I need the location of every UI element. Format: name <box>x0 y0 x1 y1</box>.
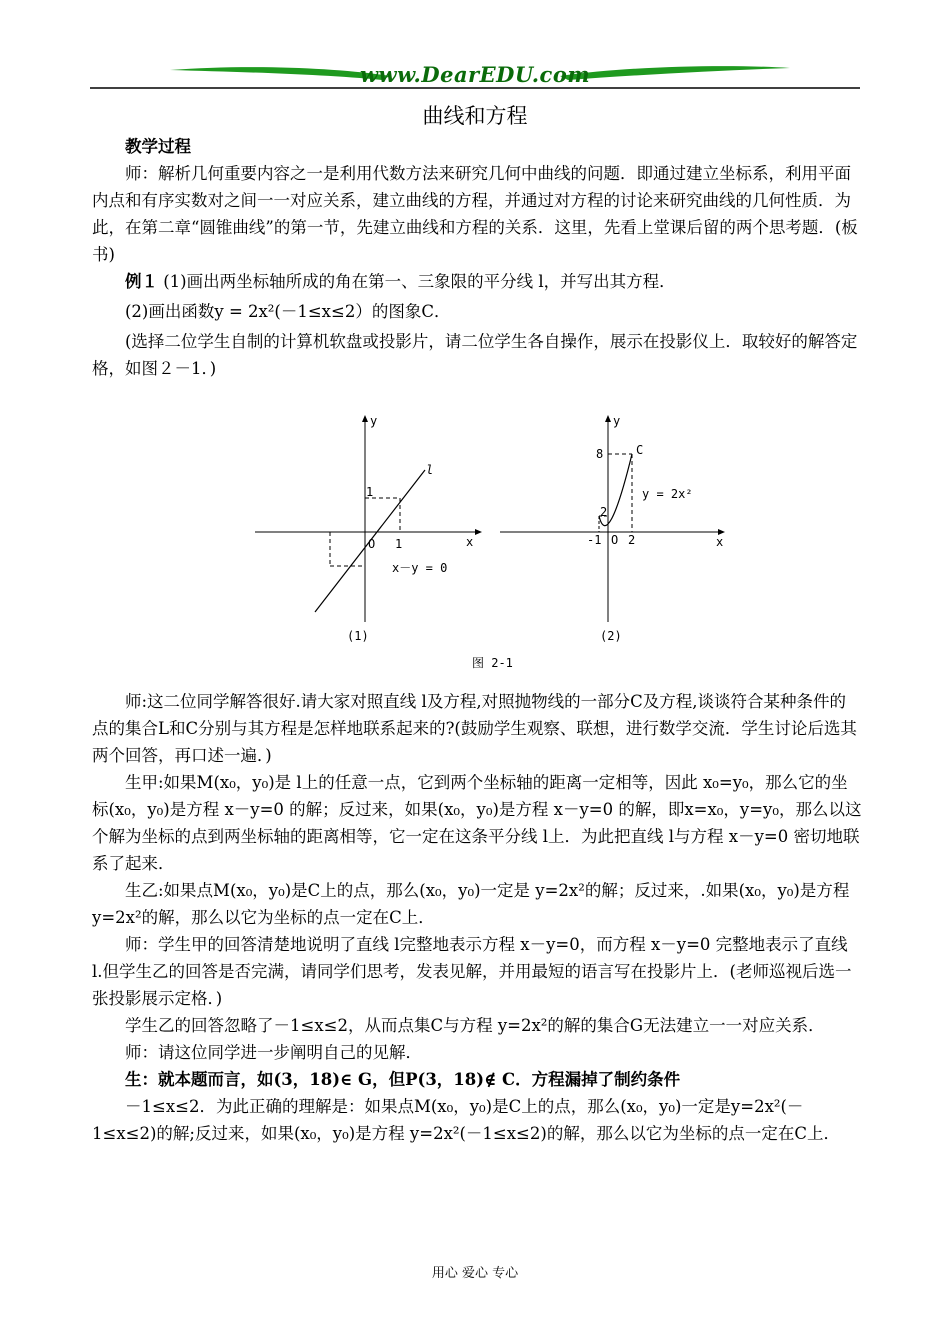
right-tick-x2: 2 <box>628 533 636 547</box>
right-tick-x-neg1: -1 <box>587 533 602 547</box>
right-caption: (2) <box>600 629 622 643</box>
paragraph-student-a: 生甲:如果M(x₀，y₀)是 l上的任意一点，它到两个坐标轴的距离一定相等，因此 x₀=y₀，那么它的坐标(x₀，y₀)是方程 x－y=0 的解；反过来，如果(x₀，y₀)是方程 x－y=0 的解，即x=x₀，y=y₀，那么以这个解为坐标的点到两坐标轴的距离相等，它一定在这条平分线 l上．为此把直线 l与方程 x－y=0 密切地联系了起来． <box>92 773 862 873</box>
paragraph-conclusion: －1≤x≤2．为此正确的理解是：如果点M(x₀，y₀)是C上的点，那么(x₀，y₀)一定是y=2x²(－1≤x≤2)的解;反过来，如果(x₀，y₀)是方程 y=2x²(－1≤x≤2)的解，那么以它为坐标的点一定在C上． <box>92 1097 840 1143</box>
site-url: www.DearEDU.com <box>359 62 591 87</box>
paragraph-selection: (选择二位学生自制的计算机软盘或投影片，请二位学生各自操作，展示在投影仪上．取较好的解答定格，如图２－1．) <box>92 332 858 378</box>
lower-text-block <box>92 688 862 1147</box>
right-tick-y2: 2 <box>600 505 608 519</box>
graph-line-bisector <box>255 414 482 643</box>
left-caption: (1) <box>347 629 369 643</box>
paragraph-teacher-3: 师：请这位同学进一步阐明自己的见解． <box>125 1043 422 1062</box>
section-heading: 教学过程 <box>125 137 191 156</box>
right-tick-y8: 8 <box>596 447 604 461</box>
graph-parabola <box>500 414 725 643</box>
curve-c-label: C <box>636 443 644 457</box>
line-l-label: l <box>426 463 434 477</box>
example-label: 例１ <box>125 272 158 291</box>
left-x-label: x <box>466 535 474 549</box>
page-title: 曲线和方程 <box>422 104 528 128</box>
right-equation-label: y = 2x² <box>642 487 693 501</box>
left-equation-label: x－y = 0 <box>392 561 448 575</box>
paragraph-teacher-2: 师：学生甲的回答清楚地说明了直线 l完整地表示方程 x－y=0，而方程 x－y=0 完整地表示了直线 l.但学生乙的回答是否完满，请同学们思考，发表见解，并用最短的语言写在投影片上．(老师巡视后选一张投影展示定格．) <box>92 935 852 1008</box>
right-origin-label: O <box>611 533 619 547</box>
paragraph-student-b: 生乙:如果点M(x₀，y₀)是C上的点，那么(x₀，y₀)一定是 y=2x²的解；反过来，.如果(x₀，y₀)是方程 y=2x²的解，那么以它为坐标的点一定在C上． <box>92 881 850 927</box>
paragraph-student-b-omission: 学生乙的回答忽略了－1≤x≤2，从而点集C与方程 y=2x²的解的集合G无法建立一一对应关系． <box>125 1016 825 1035</box>
upper-text-block <box>92 133 862 382</box>
example-1-line-2: (2)画出函数y = 2x²(－1≤x≤2）的图象C． <box>125 302 451 321</box>
page-footer: 用心 爱心 专心 <box>431 1266 519 1281</box>
figure-caption: 图 2-1 <box>472 656 513 670</box>
example-1-text: (1)画出两坐标轴所成的角在第一、三象限的平分线 l，并写出其方程． <box>163 272 676 291</box>
example-1-line-1 <box>92 268 862 295</box>
left-tick-y1: 1 <box>366 485 374 499</box>
figure-2-1 <box>250 412 740 674</box>
paragraph-teacher-1: 师:这二位同学解答很好.请大家对照直线 l及方程,对照抛物线的一部分C及方程,谈谈符合某种条件的点的集合L和C分别与其方程是怎样地联系起来的?(鼓励学生观察、联想，进行数学交流．学生讨论后选其两个回答，再口述一遍．) <box>92 692 857 765</box>
left-tick-x1: 1 <box>395 537 403 551</box>
paragraph-intro: 师：解析几何重要内容之一是利用代数方法来研究几何中曲线的问题．即通过建立坐标系，利用平面内点和有序实数对之间一一对应关系，建立曲线的方程，并通过对方程的讨论来研究曲线的几何性质．为此，在第二章“圆锥曲线”的第一节，先建立曲线和方程的关系．这里，先看上堂课后留的两个思考题．(板书) <box>92 164 858 264</box>
left-y-label: y <box>370 414 378 428</box>
right-y-label: y <box>613 414 621 428</box>
page-header <box>90 60 860 92</box>
paragraph-student-answer: 生：就本题而言，如(3，18)∈ G，但P(3，18)∉ C．方程漏掉了制约条件 <box>125 1070 681 1089</box>
left-origin-label: O <box>368 537 376 551</box>
right-x-label: x <box>716 535 724 549</box>
